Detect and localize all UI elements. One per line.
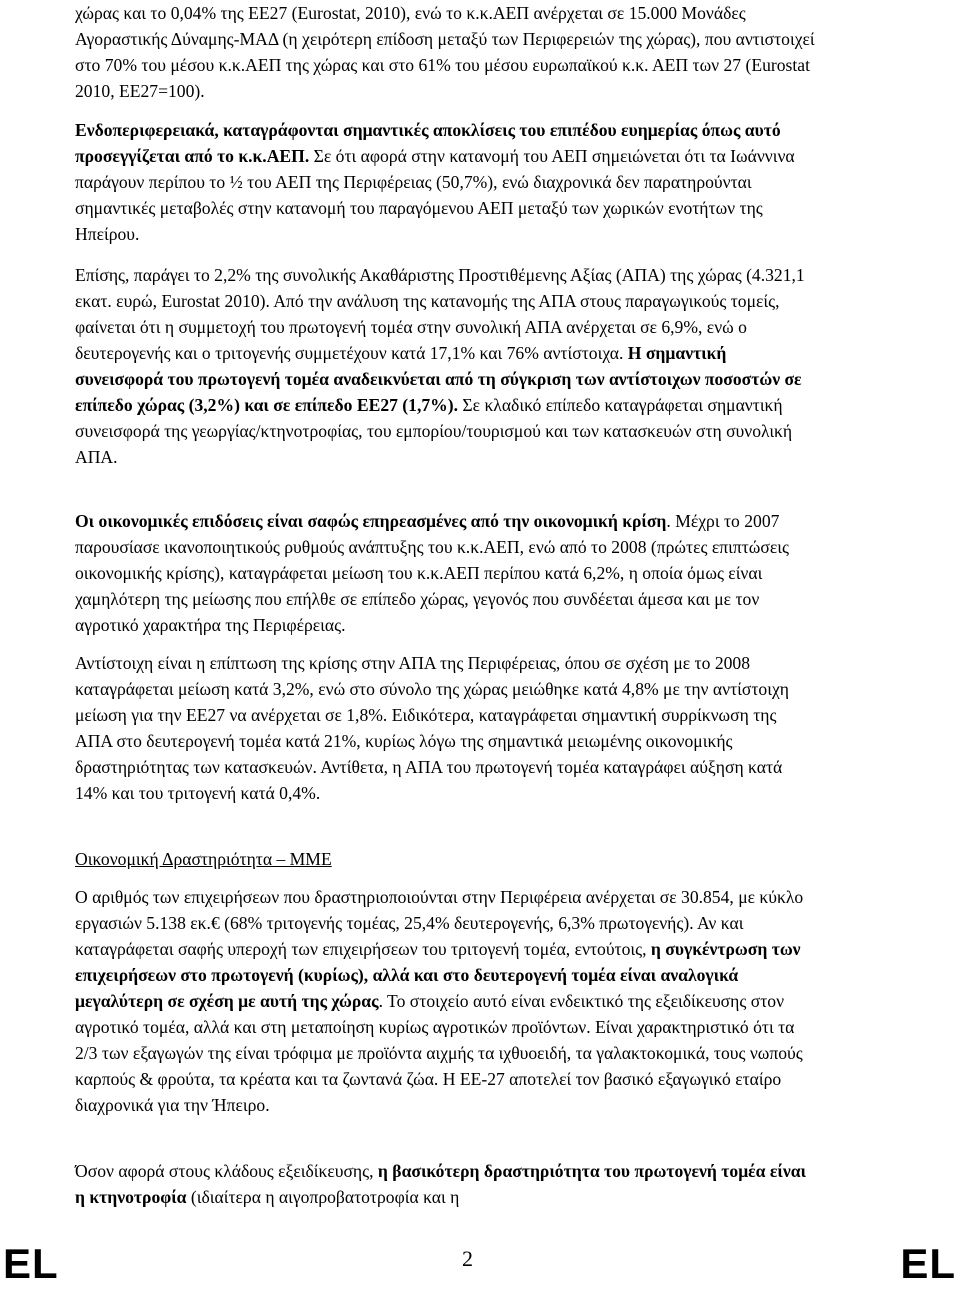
paragraph-bold-text: η συγκέντρωση των επιχειρήσεων στο πρωτογενή (κυρίως), αλλά και στο δευτερογενή τομέα είναι αναλογικά μεγαλύτερη σε σχέση με αυτή της χώρας	[75, 939, 801, 1011]
section-heading-text: Οικονομική Δραστηριότητα – ΜΜΕ	[75, 849, 332, 869]
paragraph-text: Ο αριθμός των επιχειρήσεων που δραστηριοποιούνται στην Περιφέρεια ανέρχεται σε 30.854, με κύκλο εργασιών 5.138 εκ.€ (68% τριτογενής τομέας, 25,4% δευτερογενής, 6,3% πρωτογενής). Αν και καταγράφεται σαφής υπεροχή των επιχειρήσεων του τριτογενή τομέα, εντούτοις,	[75, 887, 804, 959]
paragraph-bold-text: Η σημαντική συνεισφορά του πρωτογενή τομέα αναδεικνύεται από τη σύγκριση των αντίστοιχων ποσοστών σε επίπεδο χώρας (3,2%) και σε επίπεδο ΕΕ27 (1,7%).	[75, 343, 802, 415]
page-number: 2	[462, 1246, 473, 1271]
paragraph-text: Όσον αφορά στους κλάδους εξειδίκευσης,	[75, 1161, 378, 1181]
paragraph-text: Σε κλαδικό επίπεδο καταγράφεται σημαντική συνεισφορά της γεωργίας/κτηνοτροφίας, του εμπορίου/τουρισμού και των κατασκευών στη συνολική ΑΠΑ.	[75, 395, 793, 467]
paragraph-text: . Μέχρι το 2007 παρουσίασε ικανοποιητικούς ρυθμούς ανάπτυξης του κ.κ.ΑΕΠ, ενώ από το 2008 (πρώτες επιπτώσεις οικονομικής κρίσης), καταγράφεται μείωση του κ.κ.ΑΕΠ περίπου κατά 6,2%, η οποία όμως είναι χαμηλότερη της μείωσης που επήλθε σε επίπεδο χώρας, γεγονός που συνδέεται άμεσα και με τον αγροτικό χαρακτήρα της Περιφέρειας.	[75, 511, 789, 635]
paragraph-crisis-gva	[75, 650, 815, 806]
paragraph-text: . Το στοιχείο αυτό είναι ενδεικτικό της εξειδίκευσης στον αγροτικό τομέα, αλλά και στη μεταποίηση κυρίως αγροτικών προϊόντων. Είναι χαρακτηριστικό ότι τα 2/3 των εξαγωγών της είναι τρόφιμα με προϊόντα αιχμής τα ιχθυοειδή, τα γαλακτοκομικά, τους νωπούς καρπούς & φρούτα, τα κρέατα και τα ζωντανά ζώα. Η ΕΕ-27 αποτελεί τον βασικό εξαγωγικό εταίρο διαχρονικά για την Ήπειρο.	[75, 991, 803, 1115]
paragraph-gdp-intro	[75, 0, 815, 104]
paragraph-specialisation	[75, 1158, 815, 1210]
section-heading	[75, 846, 815, 872]
footer-language-label-right: EL	[900, 1240, 956, 1287]
paragraph-bold-text: η βασικότερη δραστηριότητα του πρωτογενή τομέα είναι η κτηνοτροφία	[75, 1161, 807, 1207]
paragraph-text: Επίσης, παράγει το 2,2% της συνολικής Ακαθάριστης Προστιθέμενης Αξίας (ΑΠΑ) της χώρας (4.321,1 εκατ. ευρώ, Eurostat 2010). Από την ανάλυση της κατανομής της ΑΠΑ στους παραγωγικούς τομείς, φαίνεται ότι η συμμετοχή του πρωτογενή τομέα στην συνολική ΑΠΑ ανέρχεται σε 6,9%, ενώ ο δευτερογενής και ο τριτογενής συμμετέχουν κατά 17,1% και 76% αντίστοιχα.	[75, 265, 805, 363]
paragraph-gva	[75, 262, 815, 470]
paragraph-intraregional	[75, 117, 815, 247]
footer-language-label-left: EL	[3, 1240, 59, 1287]
paragraph-text: (ιδιαίτερα η αιγοπροβατοτροφία και η	[186, 1187, 460, 1207]
paragraph-text: Αντίστοιχη είναι η επίπτωση της κρίσης στην ΑΠΑ της Περιφέρειας, όπου σε σχέση με το 2008 καταγράφεται μείωση κατά 3,2%, ενώ στο σύνολο της χώρας μειώθηκε κατά 4,8% με την αντίστοιχη μείωση για την ΕΕ27 να ανέρχεται σε 1,8%. Ειδικότερα, καταγράφεται σημαντική συρρίκνωση της ΑΠΑ στο δευτερογενή τομέα κατά 21%, κυρίως λόγω της σημαντικά μειωμένης οικονομικής δραστηριότητας των κατασκευών. Αντίθετα, η ΑΠΑ του πρωτογενή τομέα καταγράφει αύξηση κατά 14% και του τριτογενή κατά 0,4%.	[75, 653, 789, 803]
paragraph-crisis-performance	[75, 508, 815, 638]
paragraph-bold-text: Οι οικονομικές επιδόσεις είναι σαφώς επηρεασμένες από την οικονομική κρίση	[75, 511, 667, 531]
paragraph-bold-text: Ενδοπεριφερειακά, καταγράφονται σημαντικές αποκλίσεις του επιπέδου ευημερίας όπως αυτό προσεγγίζεται από το κ.κ.ΑΕΠ.	[75, 120, 781, 166]
paragraph-text: χώρας και το 0,04% της ΕΕ27 (Eurostat, 2010), ενώ το κ.κ.ΑΕΠ ανέρχεται σε 15.000 Μονάδες Αγοραστικής Δύναμης-ΜΑΔ (η χειρότερη επίδοση μεταξύ των Περιφερειών της χώρας), που αντιστοιχεί στο 70% του μέσου κ.κ.ΑΕΠ της χώρας και στο 61% του μέσου ευρωπαϊκού κ.κ. ΑΕΠ των 27 (Eurostat 2010, ΕΕ27=100).	[75, 3, 815, 101]
paragraph-text: Σε ότι αφορά στην κατανομή του ΑΕΠ σημειώνεται ότι τα Ιωάννινα παράγουν περίπου το ½ του ΑΕΠ της Περιφέρειας (50,7%), ενώ διαχρονικά δεν παρατηρούνται σημαντικές μεταβολές στην κατανομή του παραγόμενου ΑΕΠ μεταξύ των χωρικών ενοτήτων της Ηπείρου.	[75, 146, 795, 244]
paragraph-enterprises	[75, 884, 815, 1118]
